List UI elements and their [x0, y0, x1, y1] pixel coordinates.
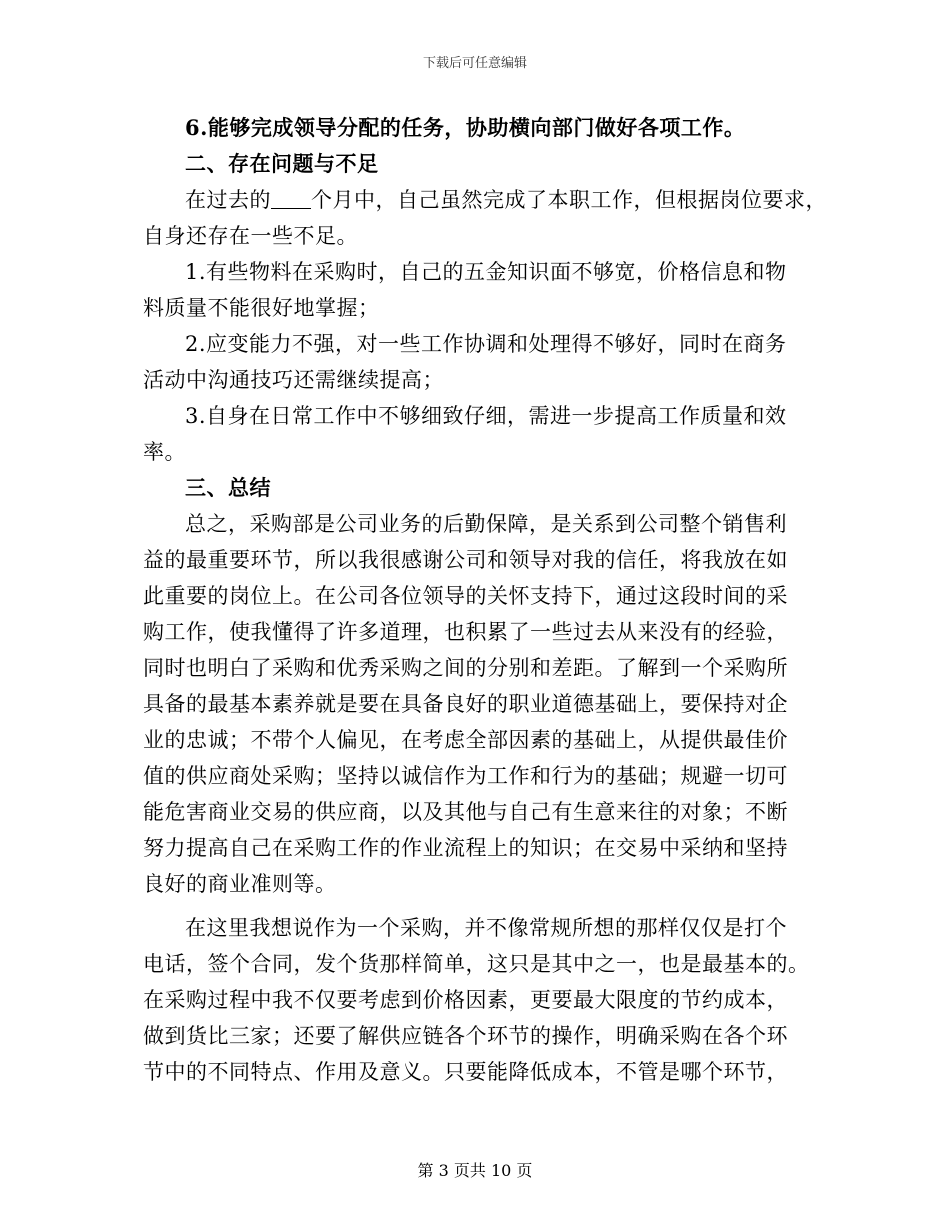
paragraph-line: 自身还存在一些不足。: [143, 224, 358, 248]
paragraph-line: [143, 182, 827, 218]
summary-line: 购工作，使我懂得了许多道理，也积累了一些过去从来没有的经验，: [143, 620, 788, 644]
reflection-line: 在这里我想说作为一个采购，并不像常规所想的那样仅仅是打个: [185, 916, 787, 940]
list-item-6: 6.能够完成领导分配的任务，协助横向部门做好各项工作。: [185, 115, 746, 140]
section-heading-problems: 二、存在问题与不足: [185, 151, 379, 176]
reflection-line: 做到货比三家；还要了解供应链各个环节的操作，明确采购在各个环: [143, 1024, 788, 1048]
list-item-2: 2.应变能力不强，对一些工作协调和处理得不够好，同时在商务: [185, 332, 787, 356]
summary-line: 业的忠诚；不带个人偏见，在考虑全部因素的基础上，从提供最佳价: [143, 728, 788, 752]
summary-line: 同时也明白了采购和优秀采购之间的分别和差距。了解到一个采购所: [143, 656, 788, 680]
summary-line: 具备的最基本素养就是要在具备良好的职业道德基础上，要保持对企: [143, 692, 788, 716]
reflection-line: 节中的不同特点、作用及意义。只要能降低成本，不管是哪个环节，: [143, 1060, 788, 1084]
summary-line: 益的最重要环节，所以我很感谢公司和领导对我的信任，将我放在如: [143, 548, 788, 572]
text-segment: 在过去的: [185, 188, 271, 212]
list-item-3: 3.自身在日常工作中不够细致仔细，需进一步提高工作质量和效: [185, 404, 787, 428]
fill-in-blank: [271, 188, 311, 209]
summary-line: 良好的商业准则等。: [143, 872, 337, 896]
page-header: 下载后可任意编辑: [422, 56, 527, 71]
reflection-line: 电话，签个合同，发个货那样简单，这只是其中之一，也是最基本的。: [143, 952, 810, 976]
summary-line: 努力提高自己在采购工作的作业流程上的知识；在交易中采纳和坚持: [143, 836, 788, 860]
reflection-line: 在采购过程中我不仅要考虑到价格因素，更要最大限度的节约成本，: [143, 988, 788, 1012]
document-body: [143, 110, 827, 1090]
summary-line: 总之，采购部是公司业务的后勤保障，是关系到公司整个销售利: [185, 512, 787, 536]
list-item-1: 1.有些物料在采购时，自己的五金知识面不够宽，价格信息和物: [185, 260, 787, 284]
section-heading-summary: 三、总结: [185, 475, 271, 500]
summary-line: 值的供应商处采购；坚持以诚信作为工作和行为的基础；规避一切可: [143, 764, 788, 788]
list-item-3-cont: 率。: [143, 440, 186, 464]
text-segment: 个月中，自己虽然完成了本职工作，但根据岗位要求，: [311, 188, 827, 212]
list-item-2-cont: 活动中沟通技巧还需继续提高；: [143, 368, 444, 392]
summary-line: 能危害商业交易的供应商，以及其他与自己有生意来往的对象；不断: [143, 800, 788, 824]
list-item-1-cont: 料质量不能很好地掌握；: [143, 296, 380, 320]
paragraph-gap: [143, 902, 803, 910]
summary-line: 此重要的岗位上。在公司各位领导的关怀支持下，通过这段时间的采: [143, 584, 788, 608]
page-number: 第 3 页共 10 页: [417, 1161, 533, 1180]
